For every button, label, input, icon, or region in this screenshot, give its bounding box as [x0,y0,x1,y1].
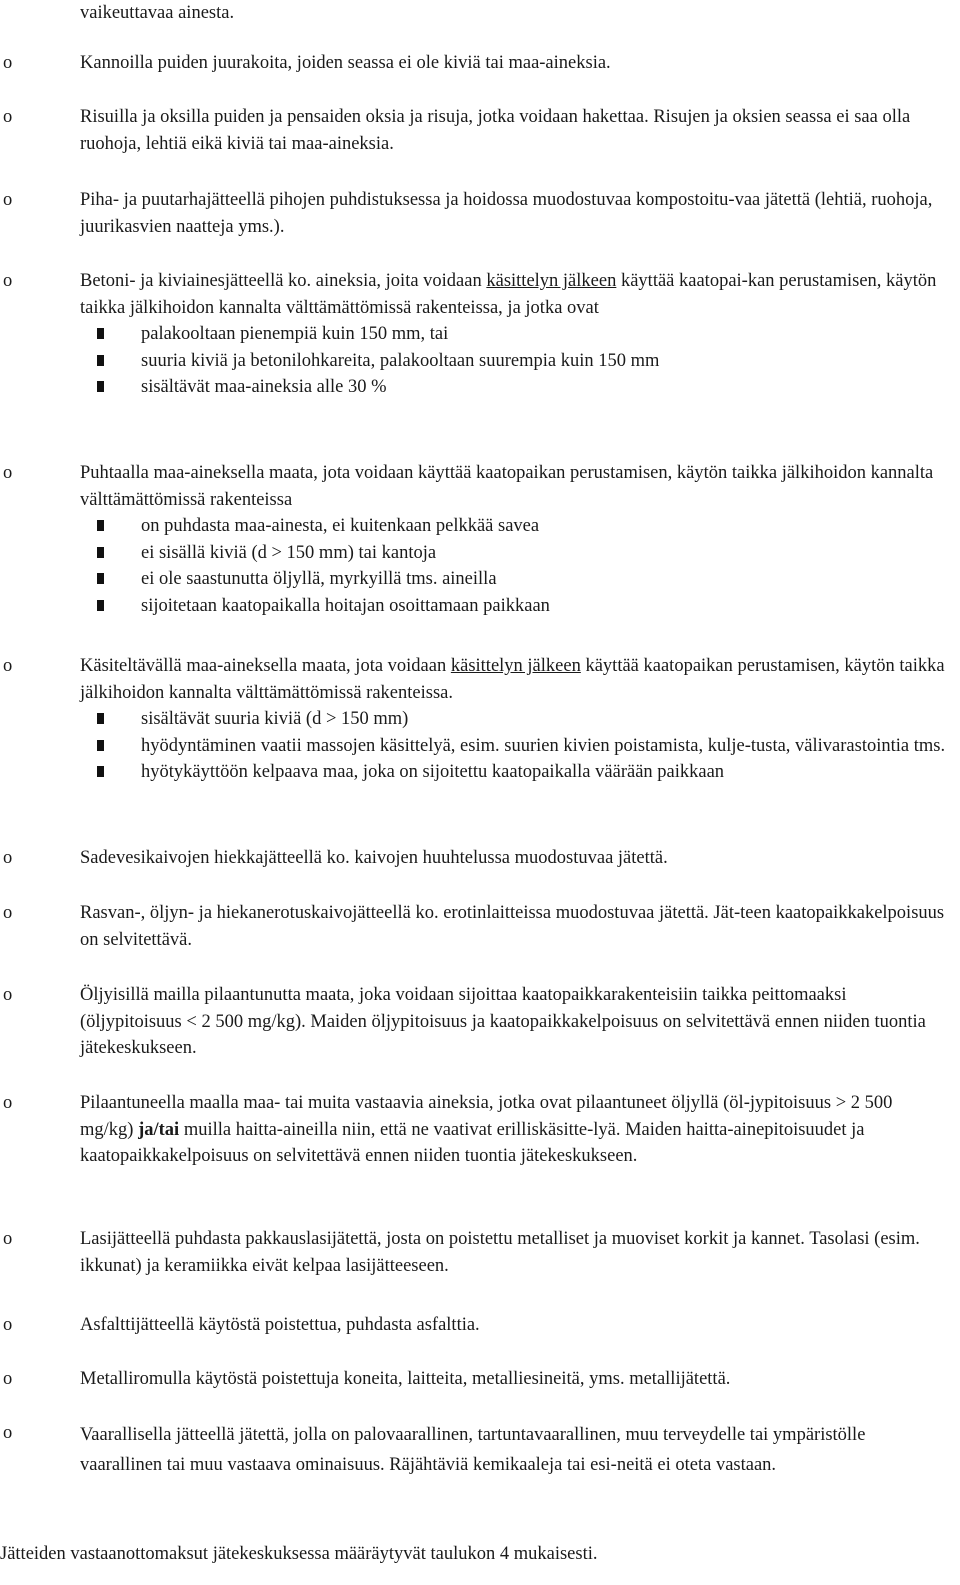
list-item-text: Lasijätteellä puhdasta pakkauslasijätettä, josta on poistettu metalliset ja muoviset korkit ja kannet. Tasolasi (esim. ikkunat) ja keramiikka eivät kelpaa lasijätteeseen. [80,1229,920,1276]
list-item-text: Betoni- ja kiviainesjätteellä ko. aineksia, joita voidaan käsittelyn jälkeen käyttää kaatopai-kan perustamisen, käytön taikka jälkihoidon kannalta välttämättömissä rakenteissa, ja jotka ovat [80,271,937,318]
list-item-text: Käsiteltävällä maa-aineksella maata, jota voidaan käsittelyn jälkeen käyttää kaatopaikan perustamisen, käytön taikka jälkihoidon kannalta välttämättömissä rakenteissa. [80,656,945,703]
footer-note: Jätteiden vastaanottomaksut jätekeskuksessa määräytyvät taulukon 4 mukaisesti. [0,1544,598,1564]
bullet-marker: o [3,903,13,923]
sub-list-item: palakooltaan pienempiä kuin 150 mm, tai [80,321,948,348]
list-item-text: Öljyisillä mailla pilaantunutta maata, joka voidaan sijoittaa kaatopaikkarakenteisiin taikka peittomaaksi (öljypitoisuus < 2 500 mg/kg). Maiden öljypitoisuus ja kaatopaikkakelpoisuus on selvitettävä ennen niiden tuontia jätekeskukseen. [80,985,926,1058]
sub-list-item: on puhdasta maa-ainesta, ei kuitenkaan pelkkää savea [80,513,948,540]
sub-list-item: sisältävät suuria kiviä (d > 150 mm) [80,706,948,733]
square-bullet-icon [97,520,104,531]
sub-list [80,513,948,619]
square-bullet-icon [97,328,104,339]
underlined-phrase: käsittelyn jälkeen [450,656,581,676]
bullet-marker: o [3,1093,13,1113]
bullet-marker: o [3,985,13,1005]
sub-list-item: ei sisällä kiviä (d > 150 mm) tai kantoja [80,540,948,567]
bullet-marker: o [3,271,13,291]
sub-list-item: suuria kiviä ja betonilohkareita, palakooltaan suurempia kuin 150 mm [80,348,948,375]
bullet-marker: o [3,463,13,483]
sub-list-item: hyödyntäminen vaatii massojen käsittelyä, esim. suurien kivien poistamista, kulje-tusta, välivarastointia tms. [80,733,948,760]
bullet-marker: o [3,107,13,127]
square-bullet-icon [97,547,104,558]
list-item-text: Asfalttijätteellä käytöstä poistettua, puhdasta asfalttia. [80,1315,480,1335]
bullet-marker: o [3,190,13,210]
list-item-text: Metalliromulla käytöstä poistettuja koneita, laitteita, metalliesineitä, yms. metallijätettä. [80,1369,731,1389]
sub-list-item: sisältävät maa-aineksia alle 30 % [80,374,948,401]
square-bullet-icon [97,740,104,751]
square-bullet-icon [97,600,104,611]
bullet-marker: o [3,1423,13,1443]
square-bullet-icon [97,355,104,366]
bullet-marker: o [3,848,13,868]
list-item-text: Pilaantuneella maalla maa- tai muita vastaavia aineksia, jotka ovat pilaantuneet öljyllä (öl-jypitoisuus > 2 500 mg/kg) ja/tai muilla haitta-aineilla niin, että ne vaativat erilliskäsitte-lyä. Maiden haitta-ainepitoisuudet ja kaatopaikkakelpoisuus on selvitettävä ennen niiden tuontia jätekeskukseen. [80,1093,893,1166]
square-bullet-icon [97,713,104,724]
bullet-marker: o [3,1229,13,1249]
list-item-text: Puhtaalla maa-aineksella maata, jota voidaan käyttää kaatopaikan perustamisen, käytön taikka jälkihoidon kannalta välttämättömissä rakenteissa [80,463,934,510]
bullet-marker: o [3,53,13,73]
list-item-text: Sadevesikaivojen hiekkajätteellä ko. kaivojen huuhtelussa muodostuvaa jätettä. [80,848,668,868]
bullet-marker: o [3,1369,13,1389]
sub-list-item: hyötykäyttöön kelpaava maa, joka on sijoitettu kaatopaikalla väärään paikkaan [80,759,948,786]
underlined-phrase: käsittelyn jälkeen [486,271,617,291]
square-bullet-icon [97,573,104,584]
list-item-text: Piha- ja puutarhajätteellä pihojen puhdistuksessa ja hoidossa muodostuvaa kompostoitu-vaa jätettä (lehtiä, ruohoja, juurikasvien naatteja yms.). [80,190,933,237]
sub-list-item: ei ole saastunutta öljyllä, myrkyillä tms. aineilla [80,566,948,593]
bullet-marker: o [3,656,13,676]
bold-phrase: ja/tai [138,1119,180,1140]
list-item-text: Rasvan-, öljyn- ja hiekanerotuskaivojätteellä ko. erotinlaitteissa muodostuvaa jätettä. Jät-teen kaatopaikkakelpoisuus on selvitettävä. [80,903,945,950]
square-bullet-icon [97,766,104,777]
continuation-line: vaikeuttavaa ainesta. [80,3,235,23]
list-item-text: Vaarallisella jätteellä jätettä, jolla on palovaarallinen, tartuntavaarallinen, muu terveydelle tai ympäristölle vaarallinen tai muu vastaava ominaisuus. Räjähtäviä kemikaaleja tai esi-neitä ei oteta vastaan. [80,1425,866,1475]
sub-list [80,321,948,401]
bullet-marker: o [3,1315,13,1335]
list-item-text: Kannoilla puiden juurakoita, joiden seassa ei ole kiviä tai maa-aineksia. [80,53,611,73]
list-item-text: Risuilla ja oksilla puiden ja pensaiden oksia ja risuja, jotka voidaan hakettaa. Risujen ja oksien seassa ei saa olla ruohoja, lehtiä eikä kiviä tai maa-aineksia. [80,107,911,154]
square-bullet-icon [97,381,104,392]
sub-list-item: sijoitetaan kaatopaikalla hoitajan osoittamaan paikkaan [80,593,948,620]
sub-list [80,706,948,786]
